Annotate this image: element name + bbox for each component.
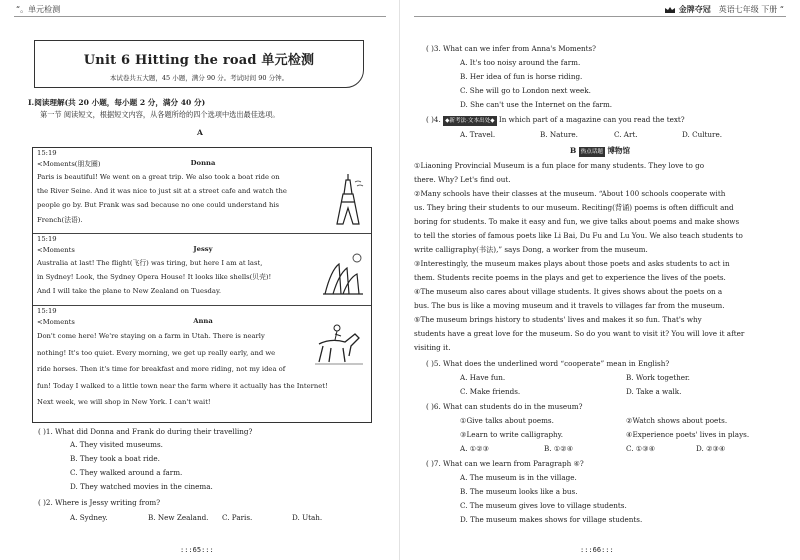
question-6-option-c: C. ①③④	[626, 444, 656, 453]
passage-line: ⑤The museum brings history to students' lives and makes it so fun. That's why	[414, 315, 702, 324]
new-method-badge: ◆新考法·文本出处◆	[445, 118, 495, 124]
opera-house-icon	[321, 250, 365, 300]
question-6-option-d: D. ②③④	[696, 444, 726, 453]
question-1-option-a: A. They visited museums.	[70, 440, 163, 449]
question-4-option-c: C. Art.	[614, 130, 638, 139]
moment-label: <Moments	[37, 246, 75, 254]
moment-time: 15:19	[37, 149, 57, 157]
question-1-option-c: C. They walked around a farm.	[70, 468, 183, 477]
moment-line: in Sydney! Look, the Sydney Opera House! It looks like shells(贝壳)!	[37, 273, 272, 282]
question-3-option-b: B. Her idea of fun is horse riding.	[460, 72, 583, 81]
question-2-stem: ( )2. Where is Jessy writing from?	[38, 498, 161, 507]
moment-author: Anna	[193, 317, 213, 325]
passage-b-heading	[400, 146, 800, 157]
unit-title: Unit 6 Hitting the road 单元检测	[83, 53, 315, 68]
left-running-head: “。单元检测	[16, 5, 61, 14]
question-6-item-4: ④Experience poets' lives in plays.	[626, 430, 750, 439]
moment-time: 15:19	[37, 235, 57, 243]
question-2-option-a: A. Sydney.	[70, 513, 108, 522]
passage-line: students have a great love for the museum. So do you want to visit it? You will love it after	[414, 329, 745, 338]
question-1-option-b: B. They took a boat ride.	[70, 454, 160, 463]
passage-line: ④The museum also cares about village students. It gives shows about the poets on a	[414, 287, 723, 296]
passage-line: there. Why? Let's find out.	[414, 175, 511, 184]
moments-passage	[32, 147, 372, 423]
eiffel-tower-icon	[331, 172, 365, 228]
question-1-stem: ( )1. What did Donna and Frank do during their travelling?	[38, 427, 253, 436]
moment-author: Jessy	[193, 245, 213, 253]
section-title: Ⅰ.阅读理解(共 20 小题，每小题 2 分，满分 40 分)	[28, 98, 206, 107]
moment-line: Don't come here! We're staying on a farm in Utah. There is nearly	[37, 332, 265, 340]
question-3-stem: ( )3. What can we infer from Anna's Moments?	[426, 44, 597, 53]
passage-line: ①Liaoning Provincial Museum is a fun place for many students. They love to go	[414, 161, 705, 170]
moment-line: Paris is beautiful! We went on a great trip. We also took a boat ride on	[37, 173, 280, 181]
moment-line: Next week, we will shop in New York. I can't wait!	[37, 398, 211, 407]
exam-instructions: 本试卷共五大题，45 小题，满分 90 分。考试时间 90 分钟。	[109, 74, 289, 82]
question-4-stem	[426, 115, 685, 126]
question-5-option-a: A. Have fun.	[460, 373, 506, 382]
moment-donna	[33, 148, 371, 234]
question-7-stem: ( )7. What can we learn from Paragraph ④?	[426, 459, 584, 468]
question-4-option-b: B. Nature.	[540, 130, 578, 139]
passage-b-topic: 博物馆	[607, 146, 631, 155]
question-2-option-c: C. Paris.	[222, 513, 253, 522]
question-4-option-a: A. Travel.	[460, 130, 496, 139]
right-page	[400, 0, 800, 560]
question-1-option-d: D. They watched movies in the cinema.	[70, 482, 213, 491]
right-running-head-group	[664, 4, 784, 15]
right-page-number: :::66:::	[580, 546, 614, 554]
question-5-option-d: D. Take a walk.	[626, 387, 682, 396]
question-5-option-b: B. Work together.	[626, 373, 690, 382]
moment-line: the River Seine. And it was nice to just sit at a street cafe and watch the	[37, 187, 287, 196]
left-header-rule	[14, 16, 386, 17]
moment-line: ride horses. Then it's time for breakfast and more riding, not my idea of	[37, 365, 286, 374]
moment-jessy	[33, 234, 371, 306]
moment-label: <Moments	[37, 318, 75, 326]
moment-line: Australia at last! The flight(飞行) was tiring, but here I am at last,	[37, 259, 263, 267]
passage-line: us. They bring their students to our museum. Reciting(背诵) poems is often difficult and	[414, 203, 734, 212]
question-7-option-b: B. The museum looks like a bus.	[460, 487, 578, 496]
brand-logo	[664, 4, 711, 15]
passage-line: write calligraphy(书法),” says Dong, a worker from the museum.	[414, 245, 648, 254]
question-6-option-b: B. ①②④	[544, 444, 574, 453]
moment-author: Donna	[190, 159, 216, 167]
moment-line: And I will take the plane to New Zealand on Tuesday.	[37, 287, 222, 296]
brand-name: 金牌夺冠	[678, 5, 711, 14]
passage-line: visiting it.	[414, 343, 451, 352]
question-6-item-1: ①Give talks about poems.	[460, 416, 554, 425]
question-3-option-d: D. She can't use the Internet on the farm.	[460, 100, 613, 109]
question-4-text: In which part of a magazine can you read the text?	[498, 115, 685, 124]
question-6-item-2: ②Watch shows about poets.	[626, 416, 728, 425]
moment-label: <Moments(朋友圈)	[37, 160, 101, 168]
question-7-option-c: C. The museum gives love to village students.	[460, 501, 627, 510]
passage-line: ③Interestingly, the museum makes plays about those poets and asks students to act in	[414, 259, 730, 268]
right-running-head: 英语七年级 下册 “	[718, 5, 784, 14]
unit-title-box	[34, 40, 364, 88]
passage-a-letter: A	[197, 128, 203, 137]
left-page-number: :::65:::	[180, 546, 214, 554]
moment-line: people go by. But Frank was sad because no one could understand his	[37, 201, 279, 210]
question-5-option-c: C. Make friends.	[460, 387, 521, 396]
hot-topic-badge: 热点话题	[580, 149, 604, 155]
question-4-option-d: D. Culture.	[682, 130, 722, 139]
moment-line: fun! Today I walked to a little town near the farm where it actually has the Internet!	[37, 381, 328, 390]
passage-b-letter: B	[569, 146, 577, 155]
question-2-option-d: D. Utah.	[292, 513, 323, 522]
question-6-stem: ( )6. What can students do in the museum?	[426, 402, 583, 411]
question-4-number: ( )4.	[426, 115, 441, 124]
passage-line: to tell the stories of famous poets like Li Bai, Du Fu and Lu You. We also teach students to	[414, 231, 743, 240]
part-intro: 第一节 阅读短文，根据短文内容，从各题所给的四个选项中选出最佳选项。	[40, 110, 280, 119]
question-3-option-a: A. It's too noisy around the farm.	[460, 58, 581, 67]
question-2-option-b: B. New Zealand.	[148, 513, 209, 522]
question-7-option-a: A. The museum is in the village.	[460, 473, 577, 482]
moment-line: French(法语).	[37, 215, 83, 224]
horse-rider-icon	[311, 322, 365, 368]
question-5-stem: ( )5. What does the underlined word “cooperate” mean in English?	[426, 359, 670, 368]
question-6-option-a: A. ①②③	[460, 444, 490, 453]
passage-line: boring for students. To make it easy and fun, we give talks about poems and make shows	[414, 217, 740, 226]
passage-line: them. Students recite poems in the plays and get to experience the lives of the poets.	[414, 273, 726, 282]
question-7-option-d: D. The museum makes shows for village students.	[460, 515, 643, 524]
question-6-item-3: ③Learn to write calligraphy.	[460, 430, 564, 439]
question-3-option-c: C. She will go to London next week.	[460, 86, 591, 95]
passage-line: ②Many schools have their classes at the museum. “About 100 schools cooperate with	[414, 189, 726, 198]
moment-line: nothing! It's too quiet. Every morning, we get up really early, and we	[37, 348, 276, 357]
moment-anna	[33, 306, 371, 424]
passage-line: bus. The bus is like a moving museum and it travels to villages far from the museum.	[414, 301, 725, 310]
right-header-rule	[414, 16, 786, 17]
crown-icon	[664, 6, 676, 14]
moment-time: 15:19	[37, 307, 57, 315]
